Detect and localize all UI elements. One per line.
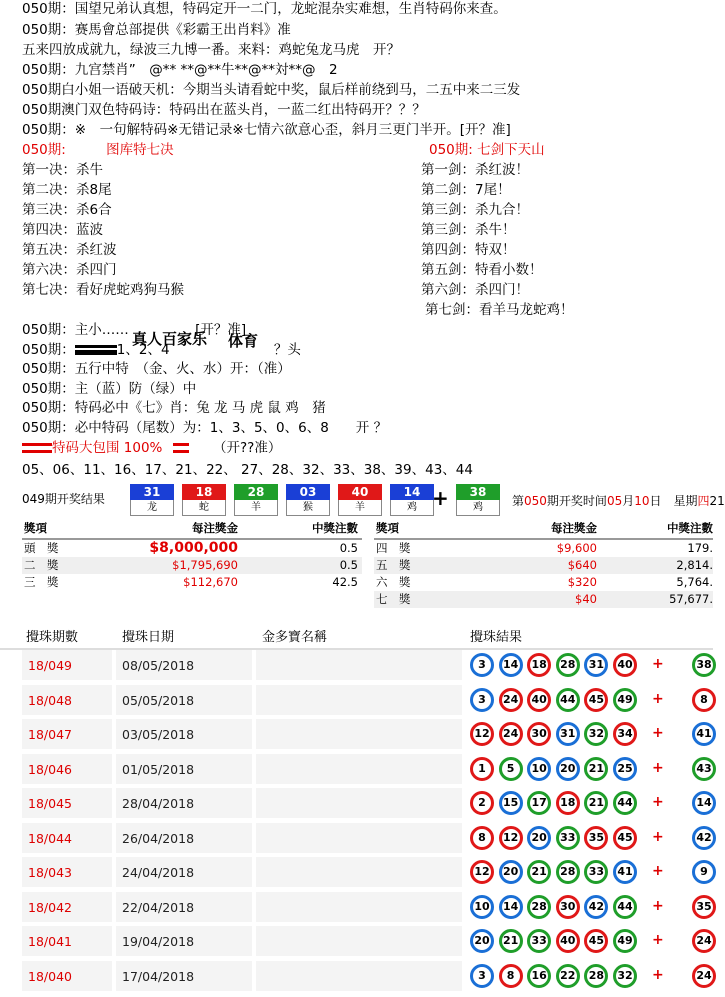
history-ball: 45 — [584, 688, 608, 712]
history-period[interactable]: 18/040 — [28, 968, 72, 984]
prize-header-cell: 中獎注數 — [667, 521, 713, 535]
prize-header-cell: 每注獎金 — [551, 521, 597, 535]
prize-count: 57,677. — [669, 592, 713, 606]
history-ball: 22 — [556, 964, 580, 988]
prize-row — [22, 557, 362, 574]
prize-header — [22, 518, 362, 540]
history-date: 28/04/2018 — [122, 796, 195, 811]
history-ball: 31 — [584, 653, 608, 677]
mid-line-2-suffix: ？头 — [273, 342, 301, 358]
qijian-rule-item: 第七剑：看羊马龙蛇鸡！ — [425, 302, 574, 318]
history-extra-ball: 41 — [692, 722, 716, 746]
result-ball-zodiac: 猴 — [286, 500, 330, 516]
history-extra-ball: 43 — [692, 757, 716, 781]
tuku-rule-item: 第二决：杀8尾 — [22, 182, 112, 198]
result-ball-number: 38 — [456, 484, 500, 500]
prize-name: 頭 獎 — [24, 541, 59, 555]
history-ball: 33 — [527, 929, 551, 953]
history-ball: 28 — [556, 860, 580, 884]
qijian-header — [421, 140, 574, 160]
prize-amount: $1,795,690 — [172, 558, 238, 572]
mid-line-4: 050期：主（蓝）防（绿）中 — [22, 381, 197, 397]
mid-line-3: 050期：五行中特 （金、火、水）开：（准） — [22, 361, 291, 377]
history-row — [22, 857, 713, 887]
prediction-line-6: 050期澳门双色特码诗：特码出在蓝头肖，一蓝二红出特码开？？？ — [22, 102, 426, 118]
mid-line-1-status: [开？准] — [195, 322, 247, 338]
tuku-period: 050期: — [22, 142, 66, 158]
prize-row — [374, 591, 713, 608]
result-ball-number: 03 — [286, 484, 330, 500]
history-date: 01/05/2018 — [122, 761, 195, 777]
history-ball: 8 — [499, 964, 523, 988]
tuku-rule-item: 第五决：杀红波 — [22, 242, 117, 258]
result-ball-zodiac: 鸡 — [456, 500, 500, 516]
history-extra-ball: 8 — [692, 688, 716, 712]
history-row — [22, 926, 713, 956]
history-ball: 30 — [527, 722, 551, 746]
result-ball-number: 31 — [130, 484, 174, 500]
prize-count: 179. — [687, 541, 713, 555]
result-ball-number: 14 — [390, 484, 434, 500]
history-plus: + — [652, 656, 664, 672]
history-ball: 32 — [613, 964, 637, 988]
qijian-period: 050期: — [429, 142, 473, 158]
history-ball: 3 — [470, 964, 494, 988]
history-ball: 17 — [527, 791, 551, 815]
prize-table-left — [22, 518, 362, 591]
big-surround-status: （开??准） — [212, 440, 282, 456]
history-ball: 18 — [527, 653, 551, 677]
mid-line-5: 050期：特码必中《七》肖：兔 龙 马 虎 鼠 鸡 猪 — [22, 400, 326, 416]
history-plus: + — [652, 897, 664, 914]
result-ball-number: 40 — [338, 484, 382, 500]
big-surround-numbers: 05、06、11、16、17、21、22、 27、28、32、33、38、39、43、44 — [22, 462, 473, 478]
prediction-line-5: 050期白小姐一语破天机：今期当头请看蛇中奖，鼠后样前绕到马，二五中来二三发 — [22, 82, 521, 98]
history-col-period: 攪珠期數 — [26, 630, 79, 645]
history-row — [22, 892, 713, 922]
history-row — [22, 719, 713, 749]
prize-header-cell: 每注獎金 — [192, 521, 238, 535]
mid-line-7 — [22, 439, 281, 457]
history-ball: 24 — [499, 722, 523, 746]
history-cell-bg — [256, 961, 462, 991]
result-ball-number: 28 — [234, 484, 278, 500]
history-extra-ball: 24 — [692, 964, 716, 988]
history-ball: 14 — [499, 895, 523, 919]
prize-row — [374, 540, 713, 557]
prize-row — [374, 574, 713, 591]
history-plus: + — [652, 932, 664, 948]
prediction-line-1: 050期：国望兄弟认真想，特码定开一二门，龙蛇混杂实难想，生肖特码你来查。 — [22, 1, 507, 17]
history-ball: 15 — [499, 791, 523, 815]
prize-count: 0.5 — [339, 541, 358, 555]
history-ball: 21 — [584, 757, 608, 781]
history-ball: 20 — [470, 929, 494, 953]
history-header — [0, 622, 713, 650]
tuku-header — [22, 140, 184, 160]
history-ball: 41 — [613, 860, 637, 884]
history-ball: 24 — [499, 688, 523, 712]
qijian-rule-item: 第六剑：杀四门！ — [421, 282, 529, 298]
history-period[interactable]: 18/049 — [28, 658, 72, 673]
history-ball: 40 — [556, 929, 580, 953]
result-ball-zodiac: 蛇 — [182, 500, 226, 516]
history-ball: 16 — [527, 964, 551, 988]
prize-name: 六 獎 — [376, 575, 411, 589]
history-ball: 14 — [499, 653, 523, 677]
prize-count: 2,814. — [676, 558, 713, 572]
history-cell-bg — [256, 788, 462, 818]
qijian-title: 七剑下天山 — [477, 142, 545, 158]
draw-result-strip — [0, 484, 725, 518]
result-ball — [130, 484, 174, 516]
history-ball: 10 — [527, 757, 551, 781]
history-row — [22, 961, 713, 991]
history-ball: 25 — [613, 757, 637, 781]
prize-amount: $9,600 — [556, 541, 597, 555]
qijian-rule-item: 第二剑：7尾！ — [421, 182, 511, 198]
big-surround-label: 特码大包围 100% — [52, 440, 163, 456]
history-ball: 10 — [470, 895, 494, 919]
history-cell-bg — [256, 857, 462, 887]
prize-name: 二 獎 — [24, 558, 59, 572]
history-ball: 49 — [613, 688, 637, 712]
history-ball: 5 — [499, 757, 523, 781]
history-period[interactable]: 18/042 — [28, 899, 72, 915]
result-ball — [338, 484, 382, 516]
result-ball — [234, 484, 278, 516]
result-ball-zodiac: 鸡 — [390, 500, 434, 516]
result-ball-zodiac: 羊 — [338, 500, 382, 516]
history-extra-ball: 35 — [692, 895, 716, 919]
history-col-name: 金多寶名稱 — [262, 630, 328, 645]
history-ball: 28 — [584, 964, 608, 988]
result-ball-zodiac: 羊 — [234, 500, 278, 516]
result-ball — [286, 484, 330, 516]
history-date: 17/04/2018 — [122, 968, 195, 984]
result-ball — [390, 484, 434, 516]
qijian-rule-item: 第三剑：杀牛！ — [421, 222, 516, 238]
history-ball: 20 — [499, 860, 523, 884]
history-ball: 18 — [556, 791, 580, 815]
history-period[interactable]: 18/044 — [28, 830, 72, 846]
history-row — [22, 650, 713, 680]
result-ball — [182, 484, 226, 516]
history-ball: 20 — [556, 757, 580, 781]
history-date: 26/04/2018 — [122, 830, 195, 846]
next-draw-time — [512, 492, 725, 509]
result-ball — [456, 484, 500, 516]
tuku-list — [22, 160, 184, 300]
prize-name: 三 獎 — [24, 575, 59, 589]
prize-row — [22, 574, 362, 591]
prediction-line-3: 五来四放成就九，绿波三九博一番。来料：鸡蛇兔龙马虎 开？ — [22, 42, 400, 58]
history-plus: + — [652, 794, 664, 810]
prediction-line-7: 050期：※ 一句解特码※无错记录※七情六欲意心歪，斜月三更门半开。[开？准] — [22, 122, 511, 138]
prize-table-right — [374, 518, 713, 608]
history-plus: + — [652, 828, 664, 845]
history-ball: 33 — [556, 826, 580, 850]
prize-amount: $112,670 — [183, 575, 238, 589]
history-cell-bg — [256, 926, 462, 956]
prize-name: 四 獎 — [376, 541, 411, 555]
history-ball: 32 — [584, 722, 608, 746]
mid-line-2-nums: 1、2、4 — [116, 342, 170, 358]
prize-amount: $40 — [575, 592, 597, 606]
history-ball: 49 — [613, 929, 637, 953]
history-row — [22, 788, 713, 818]
history-period[interactable]: 18/043 — [28, 865, 72, 880]
qijian-section — [421, 140, 574, 320]
history-date: 05/05/2018 — [122, 692, 195, 708]
tuku-rule-item: 第一决：杀牛 — [22, 162, 103, 178]
history-ball: 21 — [499, 929, 523, 953]
history-row — [22, 685, 713, 715]
draw-result-title: 049期开奖结果 — [22, 492, 105, 506]
history-ball: 3 — [470, 688, 494, 712]
history-ball: 8 — [470, 826, 494, 850]
red-bars-left — [22, 443, 52, 453]
overlay-ad-text-2: 体育 — [228, 332, 259, 350]
history-cell-bg — [256, 892, 462, 922]
history-ball: 44 — [613, 791, 637, 815]
draw-time-text-e: 21 — [709, 494, 725, 508]
history-ball: 21 — [584, 791, 608, 815]
history-ball: 45 — [584, 929, 608, 953]
draw-time-text-d: 日 星期 — [649, 494, 698, 508]
history-period[interactable]: 18/045 — [28, 796, 72, 811]
history-period[interactable]: 18/041 — [28, 934, 72, 949]
result-plus: + — [432, 486, 449, 510]
history-ball: 30 — [556, 895, 580, 919]
history-ball: 34 — [613, 722, 637, 746]
prize-amount: $640 — [567, 558, 597, 572]
tuku-section — [22, 140, 184, 300]
qijian-list — [421, 160, 574, 320]
qijian-rule-item: 第三剑：杀九合！ — [421, 202, 529, 218]
prize-count: 42.5 — [332, 575, 358, 589]
draw-time-month: 05 — [606, 494, 623, 508]
mid-line-2-prefix: 050期： — [22, 342, 75, 358]
history-ball: 45 — [613, 826, 637, 850]
history-ball: 28 — [556, 653, 580, 677]
history-date: 19/04/2018 — [122, 934, 195, 949]
history-ball: 44 — [556, 688, 580, 712]
prize-count: 5,764. — [676, 575, 713, 589]
prize-header — [374, 518, 713, 540]
history-ball: 12 — [470, 860, 494, 884]
result-ball-number: 18 — [182, 484, 226, 500]
tuku-rule-item: 第四决：蓝波 — [22, 222, 103, 238]
history-date: 08/05/2018 — [122, 658, 195, 673]
history-row — [22, 754, 713, 784]
history-cell-bg — [256, 823, 462, 853]
draw-time-text-c: 月 — [622, 494, 635, 508]
history-cell-bg — [256, 650, 462, 680]
history-col-result: 攪珠結果 — [470, 630, 523, 645]
history-col-date: 攪珠日期 — [122, 630, 175, 645]
history-row — [22, 823, 713, 853]
mid-line-6: 050期：必中特码（尾数）为：1、3、5、0、6、8 开 ？ — [22, 420, 388, 436]
overlay-ad-text-1: 真人百家乐 — [132, 330, 208, 348]
history-ball: 44 — [613, 895, 637, 919]
prize-amount: $8,000,000 — [149, 540, 238, 556]
history-extra-ball: 9 — [692, 860, 716, 884]
history-ball: 28 — [527, 895, 551, 919]
draw-time-text-b: 期开奖时间 — [546, 494, 607, 508]
history-plus: + — [652, 966, 664, 983]
history-ball: 31 — [556, 722, 580, 746]
prize-header-cell: 獎項 — [376, 521, 399, 535]
censor-bars — [75, 345, 117, 355]
draw-time-period: 050 — [524, 494, 547, 508]
history-ball: 3 — [470, 653, 494, 677]
history-ball: 2 — [470, 791, 494, 815]
draw-time-day: 10 — [634, 494, 650, 508]
prize-row — [374, 557, 713, 574]
history-extra-ball: 14 — [692, 791, 716, 815]
tuku-rule-item: 第七决：看好虎蛇鸡狗马猴 — [22, 282, 184, 298]
history-date: 03/05/2018 — [122, 727, 195, 742]
history-plus: + — [652, 725, 664, 741]
history-cell-bg — [256, 685, 462, 715]
prediction-line-4: 050期：九宫禁肖” @** **@**牛**@**対**@ 2 — [22, 62, 338, 78]
history-period[interactable]: 18/048 — [28, 692, 72, 708]
draw-time-text-a: 第 — [512, 494, 525, 508]
history-ball: 42 — [584, 895, 608, 919]
prize-row — [22, 540, 362, 557]
history-plus: + — [652, 863, 664, 879]
history-cell-bg — [256, 754, 462, 784]
tuku-title: 图库特七决 — [106, 142, 174, 158]
history-ball: 40 — [527, 688, 551, 712]
result-ball-zodiac: 龙 — [130, 500, 174, 516]
mid-line-1-text: 050期：主小…… — [22, 322, 129, 338]
prize-name: 五 獎 — [376, 558, 411, 572]
history-plus: + — [652, 759, 664, 776]
history-cell-bg — [256, 719, 462, 749]
prediction-line-2: 050期：赛馬會总部提供《彩霸王出肖料》准 — [22, 22, 291, 38]
qijian-rule-item: 第五剑：特看小数！ — [421, 262, 543, 278]
draw-time-weekday: 四 — [697, 494, 710, 508]
prize-header-cell: 中獎注數 — [312, 521, 358, 535]
qijian-rule-item: 第四剑：特双！ — [421, 242, 516, 258]
tuku-rule-item: 第三决：杀6合 — [22, 202, 112, 218]
history-ball: 21 — [527, 860, 551, 884]
history-ball: 20 — [527, 826, 551, 850]
history-ball: 35 — [584, 826, 608, 850]
history-plus: + — [652, 690, 664, 707]
red-bars-right — [173, 443, 189, 453]
history-date: 24/04/2018 — [122, 865, 195, 880]
history-period[interactable]: 18/046 — [28, 761, 72, 777]
history-ball: 33 — [584, 860, 608, 884]
prize-amount: $320 — [567, 575, 597, 589]
history-ball: 12 — [499, 826, 523, 850]
history-period[interactable]: 18/047 — [28, 727, 72, 742]
history-ball: 12 — [470, 722, 494, 746]
qijian-rule-item: 第一剑：杀红波！ — [421, 162, 529, 178]
history-ball: 1 — [470, 757, 494, 781]
history-extra-ball: 24 — [692, 929, 716, 953]
history-ball: 40 — [613, 653, 637, 677]
history-extra-ball: 38 — [692, 653, 716, 677]
prize-header-cell: 獎項 — [24, 521, 47, 535]
history-extra-ball: 42 — [692, 826, 716, 850]
history-date: 22/04/2018 — [122, 899, 195, 915]
tuku-rule-item: 第六决：杀四门 — [22, 262, 117, 278]
prize-count: 0.5 — [339, 558, 358, 572]
prize-name: 七 獎 — [376, 592, 411, 606]
